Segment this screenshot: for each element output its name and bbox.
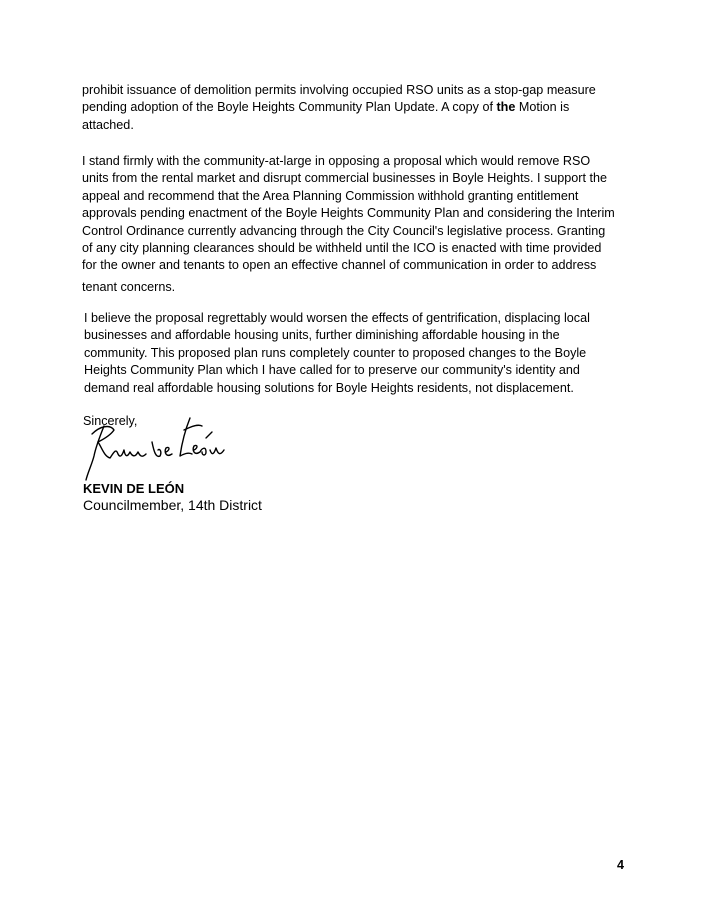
paragraph-line: businesses and affordable housing units, further diminishing affordable housing in the	[84, 328, 560, 343]
text-run: Motion is	[515, 100, 570, 115]
paragraph-position	[82, 153, 615, 296]
paragraph-motion	[82, 82, 596, 134]
text-run: pending adoption of the Boyle Heights Community Plan Update. A copy of	[82, 100, 497, 115]
paragraph-line: I stand firmly with the community-at-large in opposing a proposal which would remove RSO	[82, 154, 591, 168]
paragraph-line: appeal and recommend that the Area Planning Commission withhold granting entitlement	[82, 188, 579, 203]
signer-title: Councilmember, 14th District	[83, 497, 262, 513]
paragraph-line: of any city planning clearances should be withheld until the ICO is enacted with time provided	[82, 241, 602, 256]
handwritten-signature	[80, 412, 230, 488]
signer-name: KEVIN DE LEÓN	[83, 481, 185, 496]
bold-word: the	[496, 100, 516, 115]
paragraph-gentrification	[84, 310, 590, 397]
paragraph-line: community. This proposed plan runs completely counter to proposed changes to the Boyle	[84, 345, 587, 360]
closing-salutation: Sincerely,	[83, 414, 138, 428]
paragraph-line: Heights Community Plan which I have called for to preserve our community's identity and	[84, 363, 580, 378]
paragraph-line: I believe the proposal regrettably would worsen the effects of gentrification, displacing local	[84, 311, 590, 325]
paragraph-line: for the owner and tenants to open an effective channel of communication in order to address	[82, 258, 597, 273]
paragraph-line: demand real affordable housing solutions for Boyle Heights residents, not displacement.	[84, 380, 574, 395]
paragraph-line: prohibit issuance of demolition permits involving occupied RSO units as a stop-gap measure	[82, 83, 596, 97]
paragraph-line: Control Ordinance currently advancing through the City Council's legislative process. Granting	[82, 223, 606, 238]
paragraph-line: attached.	[82, 117, 134, 132]
paragraph-line: units from the rental market and disrupt commercial businesses in Boyle Heights. I support the	[82, 171, 607, 186]
paragraph-line	[82, 99, 596, 116]
paragraph-line: approvals pending enactment of the Boyle Heights Community Plan and considering the Interim	[82, 206, 615, 221]
paragraph-line: tenant concerns.	[82, 279, 176, 294]
page-number: 4	[617, 858, 625, 872]
